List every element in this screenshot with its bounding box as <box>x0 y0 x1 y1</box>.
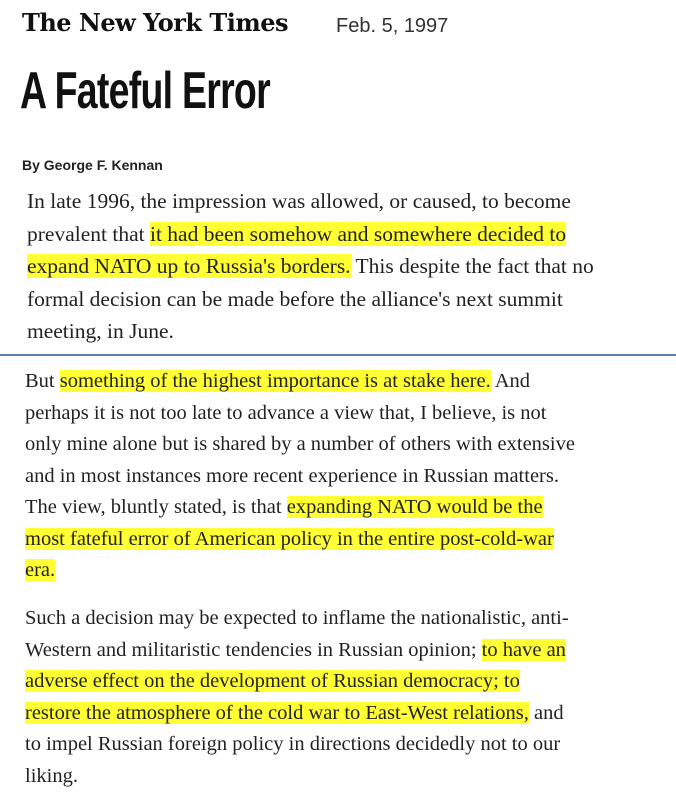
paragraph-3 <box>25 603 569 792</box>
highlighted-text: restore the atmosphere of the cold war to East-West relations, <box>25 701 529 724</box>
body-text: Such a decision may be expected to inflame the nationalistic, anti- <box>25 607 569 629</box>
byline: By George F. Kennan <box>22 157 163 173</box>
body-text: and in most instances more recent experience in Russian matters. <box>25 464 559 487</box>
body-text: And <box>490 370 531 392</box>
body-text: meeting, in June. <box>27 319 174 343</box>
body-text: only mine alone but is shared by a number of others with extensive <box>25 433 575 455</box>
publication-date: Feb. 5, 1997 <box>336 15 449 37</box>
body-text: and <box>528 701 564 724</box>
paragraph-1 <box>27 185 594 348</box>
highlighted-text: expand NATO up to Russia's borders. <box>27 254 351 278</box>
body-text: But <box>25 370 60 392</box>
body-text: formal decision can be made before the alliance's next summit <box>27 286 563 311</box>
body-text: to impel Russian foreign policy in directions decidedly not to our <box>25 733 561 755</box>
highlighted-text: something of the highest importance is at stake here. <box>59 370 491 392</box>
body-text: This despite the fact that no <box>350 254 594 278</box>
paragraph-2 <box>25 366 575 587</box>
body-text: liking. <box>25 764 78 787</box>
body-text: Western and militaristic tendencies in Russian opinion; <box>25 638 482 661</box>
highlighted-text: it had been somehow and somewhere decided to <box>149 221 567 246</box>
body-text: The view, bluntly stated, is that <box>25 496 287 518</box>
body-text: perhaps it is not too late to advance a view that, I believe, is not <box>25 401 547 424</box>
screenshot-divider <box>0 354 676 356</box>
body-text: In late 1996, the impression was allowed, or caused, to become <box>27 189 571 213</box>
headline: A Fateful Error <box>20 62 270 120</box>
nyt-masthead: The New York Times <box>22 8 288 37</box>
highlighted-text: most fateful error of American policy in the entire post-cold-war <box>25 527 554 550</box>
highlighted-text: adverse effect on the development of Russian democracy; to <box>25 670 520 692</box>
highlighted-text: expanding NATO would be the <box>286 496 543 518</box>
highlighted-text: to have an <box>481 638 566 661</box>
highlighted-text: era. <box>25 559 56 581</box>
body-text: prevalent that <box>27 221 150 246</box>
